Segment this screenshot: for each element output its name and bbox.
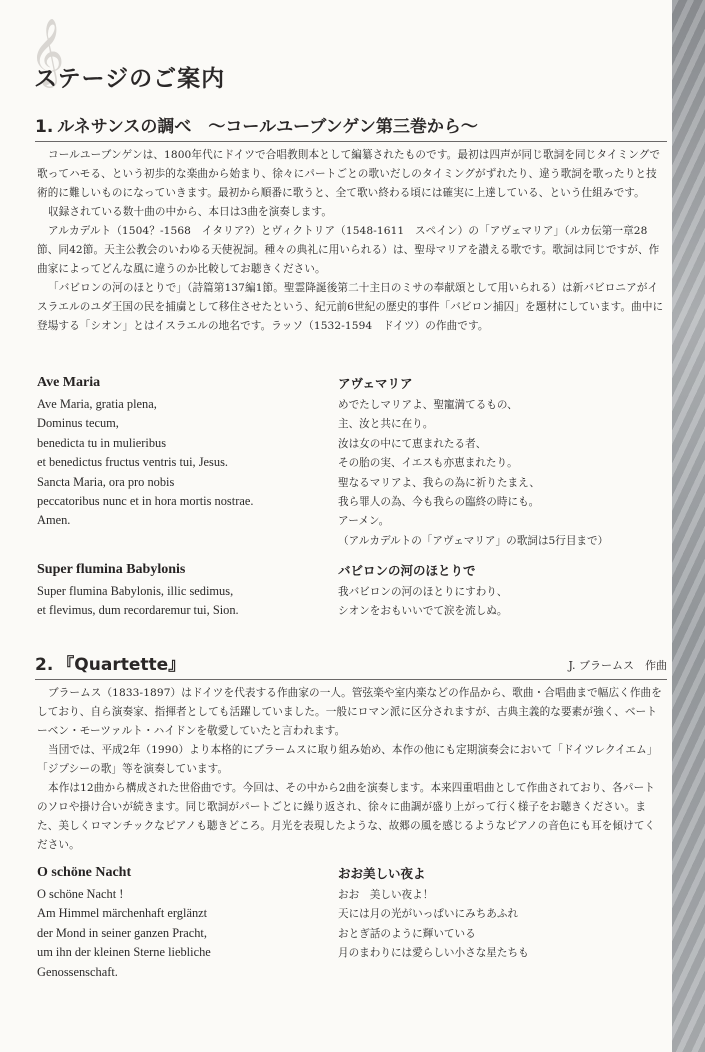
ave-maria-japanese — [338, 374, 608, 551]
lyric-line: Ave Maria, gratia plena, — [37, 397, 157, 411]
section1-heading — [35, 112, 667, 142]
marble-edge-decoration — [672, 0, 705, 1052]
paragraph: 本作は12曲から構成された世俗曲です。今回は、その中から2曲を演奏します。本来四重唱曲として作曲されており、各パートのソロや掛け合いが続きます。同じ歌詞がパートごとに繰り返され、徐々に曲調が盛り上がって行く様子をお聴きください。また、美しくロマンチックなピアノも聴きどころ。月光を表現したような、故郷の風を感じるようなピアノの音色にも耳を傾けてください。 — [37, 782, 656, 851]
lyric-line: めでたしマリアよ、聖寵満てるもの、 — [338, 399, 518, 411]
lyric-title: アヴェマリア — [338, 376, 413, 391]
lyric-line: et benedictus fructus ventris tui, Jesus. — [37, 455, 228, 470]
lyric-line: おとぎ話のように輝いている — [338, 927, 476, 940]
lyric-line: シオンをおもいいでて涙を流しぬ。 — [338, 605, 508, 618]
section1-number: 1. — [35, 117, 54, 137]
lyric-line: その胎の実、イエスも亦恵まれたり。 — [338, 457, 518, 470]
lyric-note: （アルカデルトの「アヴェマリア」の歌詞は5行目まで） — [338, 534, 609, 547]
section1-body — [37, 146, 665, 336]
section2-heading — [35, 650, 667, 680]
lyric-line: Amen. — [37, 513, 71, 528]
lyric-title: Ave Maria — [37, 375, 101, 390]
lyric-line: Super flumina Babylonis, illic sedimus, — [37, 584, 234, 598]
paragraph: 収録されている数十曲の中から、本日は3曲を演奏します。 — [48, 206, 333, 218]
o-schone-nacht-japanese — [338, 864, 529, 964]
o-schone-nacht-latin — [37, 864, 211, 982]
lyric-title: おお美しい夜よ — [338, 866, 426, 881]
lyric-line: Genossenschaft. — [37, 964, 118, 979]
lyric-line: Am Himmel märchenhaft erglänzt — [37, 906, 208, 921]
lyric-line: 月のまわりには愛らしい小さな星たちも — [338, 947, 529, 960]
lyric-title: バビロンの河のほとりで — [338, 563, 476, 578]
lyric-line: peccatoribus nunc et in hora mortis nostrae. — [37, 494, 254, 509]
ave-maria-latin — [37, 374, 253, 531]
treble-clef-icon: 𝄞 — [30, 17, 65, 85]
lyric-title: O schöne Nacht — [37, 865, 132, 880]
lyric-title: Super flumina Babylonis — [37, 562, 186, 577]
page-title: ステージのご案内 — [34, 66, 226, 92]
section1-title: ルネサンスの調べ ～コールユーブンゲン第三巻から～ — [57, 117, 478, 137]
super-flumina-japanese — [338, 561, 508, 622]
lyric-line: benedicta tu in mulieribus — [37, 435, 167, 450]
lyric-line: um ihn der kleinen Sterne liebliche — [37, 945, 211, 960]
super-flumina-latin — [37, 561, 239, 621]
lyric-line: おお 美しい夜よ！ — [338, 889, 434, 901]
lyric-line: 主、汝と共に在り。 — [338, 418, 434, 431]
paragraph: アルカデルト（1504？-1568 イタリア?）とヴィクトリア（1548-1611 スペイン）の「アヴェマリア」（ルカ伝第一章28節、同42節。天主公教会のいわゆる天使祝詞。種々の典礼に用いられる）は、聖母マリアを讃える歌です。歌詞は同じですが、作曲家によってどんな風に違うのか比較してお聴きください。 — [37, 225, 660, 275]
paragraph: 「バビロンの河のほとりで」（詩篇第137編1節。聖霊降誕後第二十主日のミサの奉献頌として用いられる）は新バビロニアがイスラエルのユダ王国の民を捕虜として移住させたという、紀元前6世紀の歴史的事件「バビロン捕囚」を題材にしています。曲中に登場する「シオン」とはイスラエルの地名です。ラッソ（1532-1594 ドイツ）の作曲です。 — [37, 282, 664, 332]
lyric-line: 天には月の光がいっぱいにみちあふれ — [338, 908, 519, 921]
section2-title: 『Quartette』 — [57, 655, 186, 675]
lyric-line: der Mond in seiner ganzen Pracht, — [37, 925, 207, 940]
lyric-line: 聖なるマリアよ、我らの為に祈りたまえ、 — [338, 476, 540, 489]
lyric-line: 我ら罪人の為、今も我らの臨終の時にも。 — [338, 496, 540, 509]
paragraph: コールユーブンゲンは、1800年代にドイツで合唱教則本として編纂されたものです。最初は四声が同じ歌詞を同じタイミングで歌ってハモる、という初歩的な楽曲から始まり、徐々にパートごとの歌いだしのタイミングがずれたり、違う歌詞を歌ったりと技術的に難しいものになっていきます。最初から順番に歌うと、全て歌い終わる頃には確実に上達している、という仕組みです。 — [37, 149, 661, 199]
lyric-line: O schöne Nacht ! — [37, 887, 124, 901]
section2-number: 2. — [35, 655, 54, 675]
paragraph: 当団では、平成2年（1990）より本格的にブラームスに取り組み始め、本作の他にも定期演奏会において「ドイツレクイエム」「ジプシーの歌」等を演奏しています。 — [37, 744, 658, 775]
lyric-line: et flevimus, dum recordaremur tui, Sion. — [37, 603, 239, 618]
lyric-line: アーメン。 — [338, 515, 390, 528]
section2-body — [37, 684, 665, 855]
paragraph: ブラームス（1833-1897）はドイツを代表する作曲家の一人。管弦楽や室内楽などの作品から、歌曲・合唱曲まで幅広く作曲をしており、自ら演奏家、指揮者としても活躍していました。一般にロマン派に区分されますが、古典主義的な要素が強く、ベートーベン・モーツァルト・ハイドンを敬愛していたと言われます。 — [37, 687, 662, 737]
lyric-line: 我バビロンの河のほとりにすわり、 — [338, 586, 508, 598]
lyric-line: Sancta Maria, ora pro nobis — [37, 474, 175, 489]
lyric-line: Dominus tecum, — [37, 416, 119, 431]
lyric-line: 汝は女の中にて恵まれたる者、 — [338, 437, 487, 450]
composer-credit: J. ブラームス 作曲 — [568, 659, 667, 672]
